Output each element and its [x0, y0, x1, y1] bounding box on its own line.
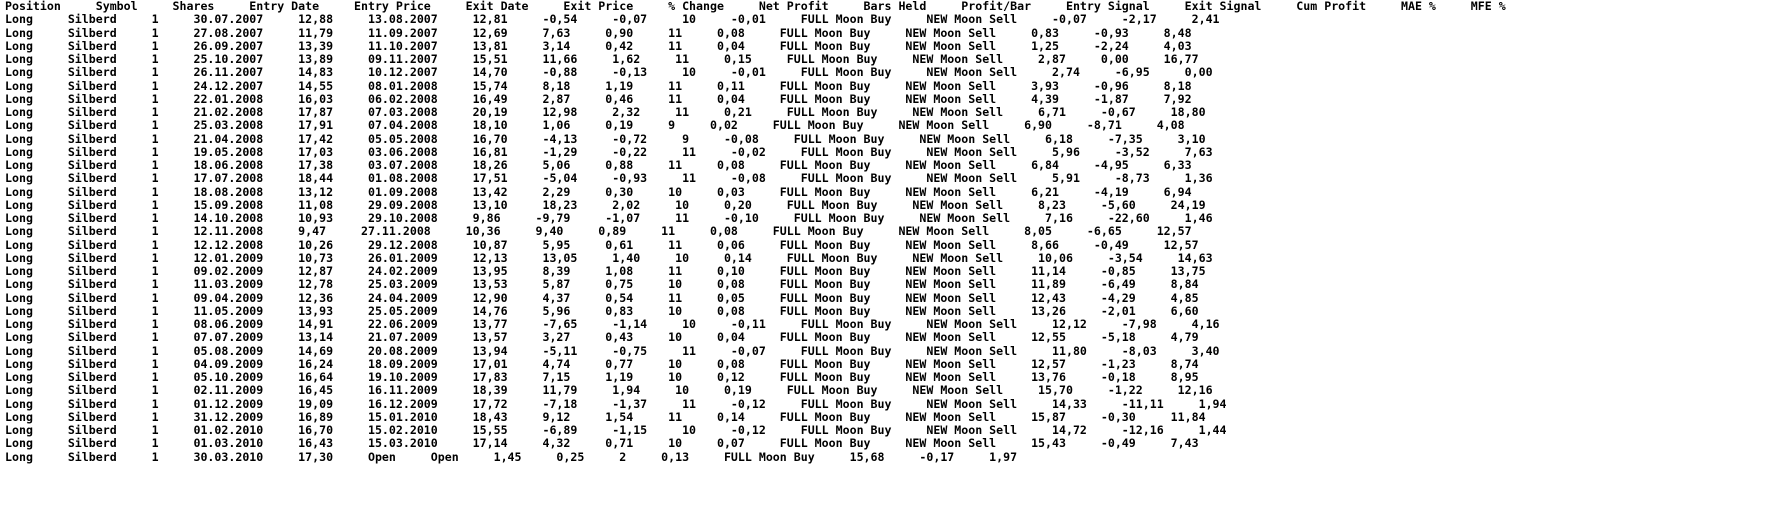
trade-row: Long Silberd 1 17.07.2008 18,44 01.08.2008 17,51 -5,04 -0,93 11 -0,08 FULL Moon Buy NEW Moon Sell 5,91 -8,73 1,36 [5, 171, 1213, 186]
trade-row: Long Silberd 1 26.11.2007 14,83 10.12.2007 14,70 -0,88 -0,13 10 -0,01 FULL Moon Buy NEW Moon Sell 2,74 -6,95 0,00 [5, 65, 1213, 80]
trade-row: Long Silberd 1 12.12.2008 10,26 29.12.2008 10,87 5,95 0,61 11 0,06 FULL Moon Buy NEW Moon Sell 8,66 -0,49 12,57 [5, 237, 1199, 252]
trade-row: Long Silberd 1 01.02.2010 16,70 15.02.2010 15,55 -6,89 -1,15 10 -0,12 FULL Moon Buy NEW Moon Sell 14,72 -12,16 1,44 [5, 423, 1227, 437]
trade-row: Long Silberd 1 05.08.2009 14,69 20.08.2009 13,94 -5,11 -0,75 11 -0,07 FULL Moon Buy NEW Moon Sell 11,80 -8,03 3,40 [5, 343, 1220, 358]
trade-row: Long Silberd 1 11.03.2009 12,78 25.03.2009 13,53 5,87 0,75 10 0,08 FULL Moon Buy NEW Moon Sell 11,89 -6,49 8,84 [5, 277, 1199, 292]
trade-row: Long Silberd 1 22.01.2008 16,03 06.02.2008 16,49 2,87 0,46 11 0,04 FULL Moon Buy NEW Moon Sell 4,39 -1,87 7,92 [5, 91, 1192, 106]
trade-row: Long Silberd 1 07.07.2009 13,14 21.07.2009 13,57 3,27 0,43 10 0,04 FULL Moon Buy NEW Moon Sell 12,55 -5,18 4,79 [5, 330, 1199, 345]
trade-row: Long Silberd 1 18.08.2008 13,12 01.09.2008 13,42 2,29 0,30 10 0,03 FULL Moon Buy NEW Moon Sell 6,21 -4,19 6,94 [5, 184, 1192, 199]
trade-row: Long Silberd 1 14.10.2008 10,93 29.10.2008 9,86 -9,79 -1,07 11 -0,10 FULL Moon Buy NEW Moon Sell 7,16 -22,60 1,46 [5, 211, 1213, 225]
trade-row: Long Silberd 1 09.02.2009 12,87 24.02.2009 13,95 8,39 1,08 11 0,10 FULL Moon Buy NEW Moon Sell 11,14 -0,85 13,75 [5, 264, 1206, 278]
trade-row: Long Silberd 1 12.01.2009 10,73 26.01.2009 12,13 13,05 1,40 10 0,14 FULL Moon Buy NEW Moon Sell 10,06 -3,54 14,63 [5, 250, 1213, 265]
report-header: Position Symbol Shares Entry Date Entry Price Exit Date Exit Price % Change Net Profit Bars Held Profit/Bar Entry Signal Exit Signal Cum Profit MAE % MFE % [5, 0, 1506, 13]
trade-row: Long Silberd 1 31.12.2009 16,89 15.01.2010 18,43 9,12 1,54 11 0,14 FULL Moon Buy NEW Moon Sell 15,87 -0,30 11,84 [5, 409, 1206, 424]
trade-row: Long Silberd 1 24.12.2007 14,55 08.01.2008 15,74 8,18 1,19 11 0,11 FULL Moon Buy NEW Moon Sell 3,93 -0,96 8,18 [5, 78, 1192, 93]
trade-row: Long Silberd 1 01.03.2010 16,43 15.03.2010 17,14 4,32 0,71 10 0,07 FULL Moon Buy NEW Moon Sell 15,43 -0,49 7,43 [5, 436, 1199, 451]
trade-row: Long Silberd 1 09.04.2009 12,36 24.04.2009 12,90 4,37 0,54 11 0,05 FULL Moon Buy NEW Moon Sell 12,43 -4,29 4,85 [5, 290, 1199, 305]
trade-row: Long Silberd 1 15.09.2008 11,08 29.09.2008 13,10 18,23 2,02 10 0,20 FULL Moon Buy NEW Moon Sell 8,23 -5,60 24,19 [5, 197, 1206, 212]
trade-row: Long Silberd 1 21.02.2008 17,87 07.03.2008 20,19 12,98 2,32 11 0,21 FULL Moon Buy NEW Moon Sell 6,71 -0,67 18,80 [5, 105, 1206, 119]
trade-report [5, 0, 1506, 464]
trade-row: Long Silberd 1 25.10.2007 13,89 09.11.2007 15,51 11,66 1,62 11 0,15 FULL Moon Buy NEW Moon Sell 2,87 0,00 16,77 [5, 52, 1199, 66]
trade-row: Long Silberd 1 21.04.2008 17,42 05.05.2008 16,70 -4,13 -0,72 9 -0,08 FULL Moon Buy NEW Moon Sell 6,18 -7,35 3,10 [5, 131, 1206, 146]
trade-row: Long Silberd 1 12.11.2008 9,47 27.11.2008 10,36 9,40 0,89 11 0,08 FULL Moon Buy NEW Moon Sell 8,05 -6,65 12,57 [5, 224, 1192, 239]
trade-row: Long Silberd 1 26.09.2007 13,39 11.10.2007 13,81 3,14 0,42 11 0,04 FULL Moon Buy NEW Moon Sell 1,25 -2,24 4,03 [5, 38, 1192, 53]
trade-row: Long Silberd 1 05.10.2009 16,64 19.10.2009 17,83 7,15 1,19 10 0,12 FULL Moon Buy NEW Moon Sell 13,76 -0,18 8,95 [5, 370, 1199, 384]
trade-row: Long Silberd 1 02.11.2009 16,45 16.11.2009 18,39 11,79 1,94 10 0,19 FULL Moon Buy NEW Moon Sell 15,70 -1,22 12,16 [5, 383, 1213, 398]
trade-row: Long Silberd 1 30.07.2007 12,88 13.08.2007 12,81 -0,54 -0,07 10 -0,01 FULL Moon Buy NEW Moon Sell -0,07 -2,17 2,41 [5, 12, 1220, 27]
trade-row: Long Silberd 1 30.03.2010 17,30 Open Open 1,45 0,25 2 0,13 FULL Moon Buy 15,68 -0,17 1,97 [5, 449, 1018, 464]
trade-row: Long Silberd 1 04.09.2009 16,24 18.09.2009 17,01 4,74 0,77 10 0,08 FULL Moon Buy NEW Moon Sell 12,57 -1,23 8,74 [5, 356, 1199, 371]
trade-row: Long Silberd 1 25.03.2008 17,91 07.04.2008 18,10 1,06 0,19 9 0,02 FULL Moon Buy NEW Moon Sell 6,90 -8,71 4,08 [5, 118, 1185, 133]
trade-row: Long Silberd 1 01.12.2009 19,09 16.12.2009 17,72 -7,18 -1,37 11 -0,12 FULL Moon Buy NEW Moon Sell 14,33 -11,11 1,94 [5, 396, 1227, 411]
trade-row: Long Silberd 1 19.05.2008 17,03 03.06.2008 16,81 -1,29 -0,22 11 -0,02 FULL Moon Buy NEW Moon Sell 5,96 -3,52 7,63 [5, 144, 1213, 159]
trade-row: Long Silberd 1 27.08.2007 11,79 11.09.2007 12,69 7,63 0,90 11 0,08 FULL Moon Buy NEW Moon Sell 0,83 -0,93 8,48 [5, 25, 1192, 40]
trade-row: Long Silberd 1 11.05.2009 13,93 25.05.2009 14,76 5,96 0,83 10 0,08 FULL Moon Buy NEW Moon Sell 13,26 -2,01 6,60 [5, 303, 1199, 318]
trade-row: Long Silberd 1 08.06.2009 14,91 22.06.2009 13,77 -7,65 -1,14 10 -0,11 FULL Moon Buy NEW Moon Sell 12,12 -7,98 4,16 [5, 317, 1220, 331]
trade-row: Long Silberd 1 18.06.2008 17,38 03.07.2008 18,26 5,06 0,88 11 0,08 FULL Moon Buy NEW Moon Sell 6,84 -4,95 6,33 [5, 158, 1192, 172]
